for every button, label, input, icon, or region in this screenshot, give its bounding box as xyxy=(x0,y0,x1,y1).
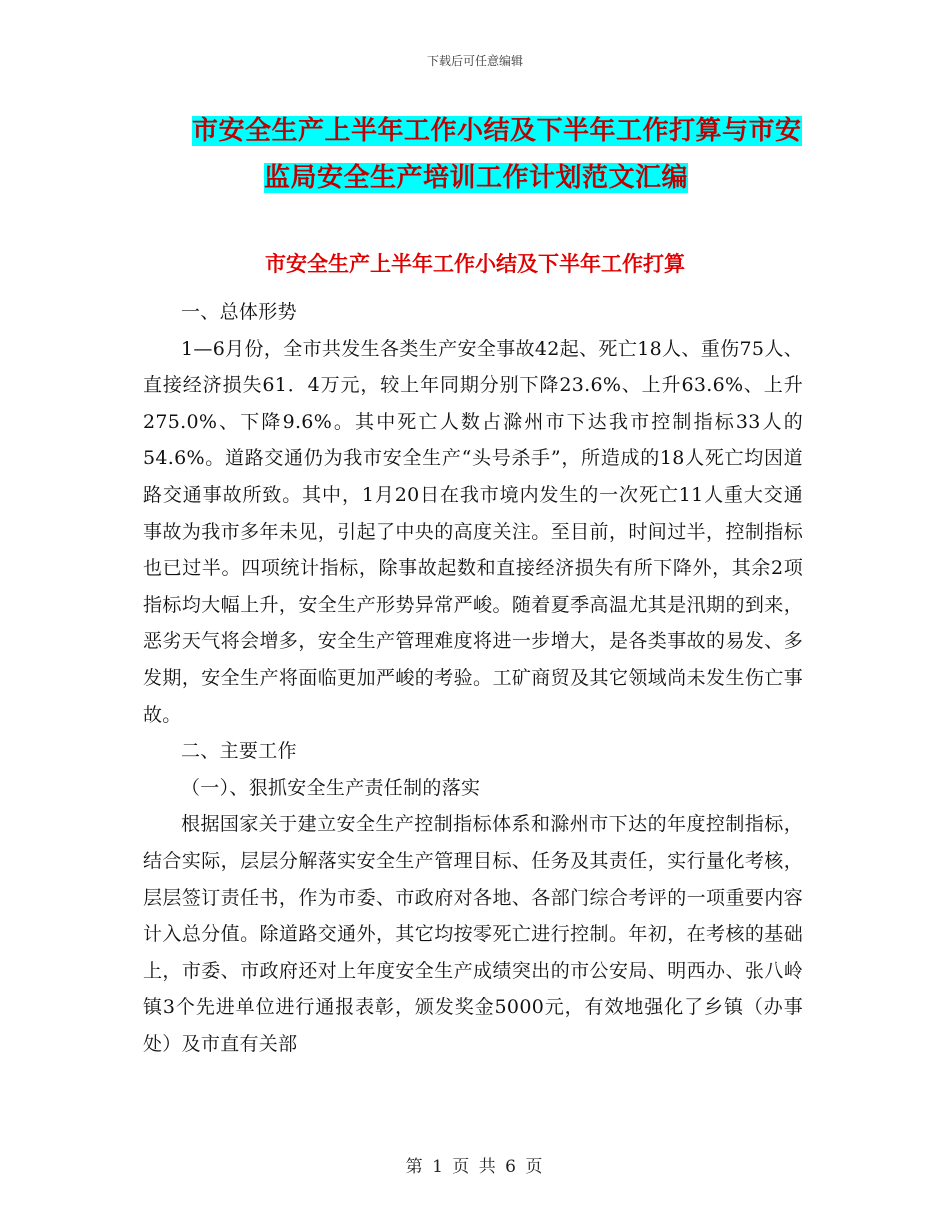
heading-overall-situation: 一、总体形势 xyxy=(181,301,297,323)
document-title xyxy=(192,108,812,202)
title-line-1: 市安全生产上半年工作小结及下半年工作打算与市安 xyxy=(192,116,802,146)
section-title: 市安全生产上半年工作小结及下半年工作打算 xyxy=(265,252,685,276)
paragraph-responsibility: 根据国家关于建立安全生产控制指标体系和滁州市下达的年度控制指标，结合实际，层层分解落实安全生产管理目标、任务及其责任，实行量化考核，层层签订责任书，作为市委、市政府对各地、各部门综合考评的一项重要内容计入总分值。除道路交通外，其它均按零死亡进行控制。年初，在考核的基础上，市委、市政府还对上年度安全生产成绩突出的市公安局、明西办、张八岭镇3个先进单位进行通报表彰，颁发奖金5000元，有效地强化了乡镇（办事处）及市直有关部 xyxy=(143,813,803,1055)
heading-main-work: 二、主要工作 xyxy=(181,740,297,763)
paragraph-situation: 1—6月份，全市共发生各类生产安全事故42起、死亡18人、重伤75人、直接经济损失61．4万元，较上年同期分别下降23.6%、上升63.6%、上升275.0%、下降9.6%。其中死亡人数占滁州市下达我市控制指标33人的54.6%。道路交通仍为我市安全生产“头号杀手”，所造成的18人死亡均因道路交通事故所致。其中，1月20日在我市境内发生的一次死亡11人重大交通事故为我市多年未见，引起了中央的高度关注。至目前，时间过半，控制指标也已过半。四项统计指标，除事故起数和直接经济损失有所下降外，其余2项指标均大幅上升，安全生产形势异常严峻。随着夏季高温尤其是汛期的到来，恶劣天气将会增多，安全生产管理难度将进一步增大，是各类事故的易发、多发期，安全生产将面临更加严峻的考验。工矿商贸及其它领域尚未发生伤亡事故。 xyxy=(143,337,803,726)
title-line-2: 监局安全生产培训工作计划范文汇编 xyxy=(264,163,689,193)
document-body xyxy=(143,294,803,1062)
subheading-responsibility: （一）、狠抓安全生产责任制的落实 xyxy=(181,776,481,799)
header-note: 下载后可任意编辑 xyxy=(426,54,523,68)
page-number: 第 1 页 共 6 页 xyxy=(405,1157,545,1177)
